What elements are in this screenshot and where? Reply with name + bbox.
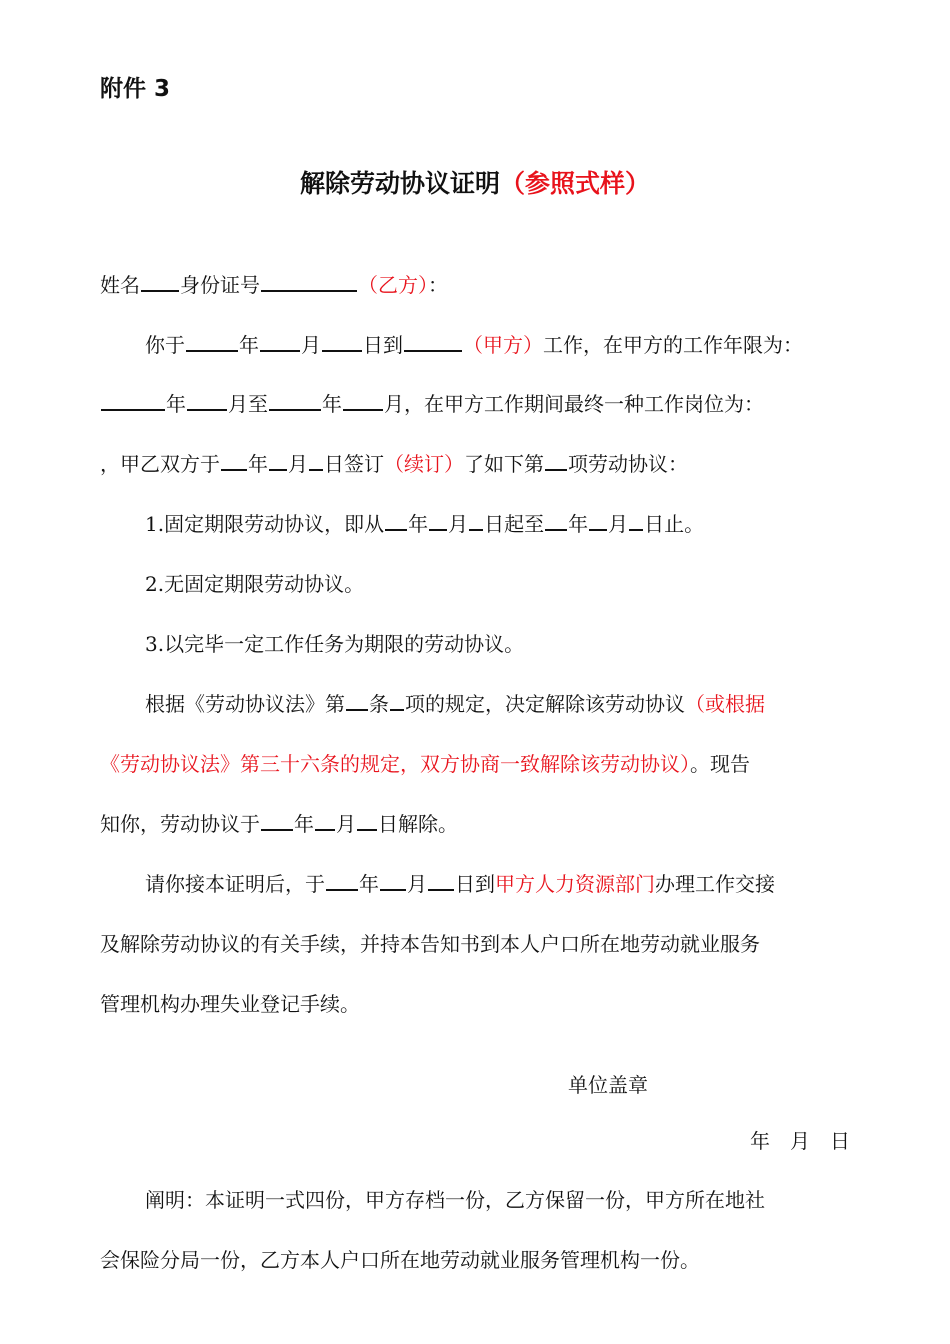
text: 办理工作交接 (655, 872, 775, 896)
text: 年 (322, 392, 342, 416)
para1-line1 (145, 330, 803, 360)
text: 了如下第 (464, 452, 544, 476)
text: 工作，在甲方的工作年限为： (543, 333, 803, 357)
id-blank (261, 270, 357, 292)
party-a-note: （甲方） (463, 333, 543, 357)
tenure-end-month-blank (343, 389, 383, 411)
tenure-end-year-blank (269, 389, 321, 411)
text: 项的规定，决定解除该劳动协议 (405, 692, 685, 716)
text: 月至 (228, 392, 268, 416)
dissolve-day-blank (357, 809, 377, 831)
text: 年 (294, 812, 314, 836)
name-id-line (100, 270, 448, 300)
dissolve-month-blank (315, 809, 335, 831)
handover-month-blank (380, 869, 406, 891)
sign-month-blank (269, 449, 287, 471)
unit-seal: 单位盖章 (568, 1073, 648, 1097)
para3-line2: 及解除劳动协议的有关手续，并持本告知书到本人户口所在地劳动就业服务 (100, 932, 760, 956)
employer-blank (404, 330, 462, 352)
para2-line1 (145, 689, 765, 719)
note-line2: 会保险分局一份，乙方本人户口所在地劳动就业服务管理机构一份。 (100, 1248, 700, 1272)
text: 日止。 (644, 512, 705, 536)
article-blank (346, 689, 368, 711)
text: 根据《劳动协议法》第 (145, 692, 345, 716)
text: 月 (608, 512, 629, 536)
text: 你于 (145, 333, 185, 357)
text: 请你接本证明后，于 (145, 872, 325, 896)
text: 知你，劳动协议于 (100, 812, 260, 836)
colon: ： (428, 273, 448, 297)
party-b-note: （乙方） (358, 273, 428, 297)
tenure-year-blank (101, 389, 165, 411)
option-1 (145, 509, 704, 539)
start-day-blank (322, 330, 362, 352)
text: 月 (288, 452, 308, 476)
renew-note: （续订） (384, 452, 464, 476)
from-year-blank (385, 509, 407, 531)
hr-department-note: 甲方人力资源部门 (495, 872, 655, 896)
to-month-blank (589, 509, 607, 531)
start-year-blank (186, 330, 238, 352)
text: 年 (408, 512, 429, 536)
para1-line3 (100, 449, 688, 479)
name-label: 姓名 (100, 273, 140, 297)
name-blank (141, 270, 179, 292)
text: 年 (166, 392, 186, 416)
para3-line3: 管理机构办理失业登记手续。 (100, 992, 360, 1016)
text: 日解除。 (378, 812, 458, 836)
id-label: 身份证号 (180, 273, 260, 297)
document-title (0, 164, 950, 200)
from-month-blank (429, 509, 447, 531)
title-note: （参照式样） (500, 169, 651, 198)
clause-blank (390, 689, 404, 711)
attachment-label: 附件 3 (100, 76, 171, 102)
alternative-note-end: 《劳动协议法》第三十六条的规定，双方协商一致解除该劳动协议） (100, 752, 690, 776)
text: 年 (359, 872, 379, 896)
tenure-month-blank (187, 389, 227, 411)
text: 日到 (363, 333, 403, 357)
text: ，甲乙双方于 (100, 452, 220, 476)
text: 月 (301, 333, 321, 357)
text: 年 (239, 333, 259, 357)
para1-line2 (100, 389, 764, 419)
text: 年 (248, 452, 268, 476)
sign-day-blank (309, 449, 323, 471)
from-day-blank (469, 509, 483, 531)
to-year-blank (545, 509, 567, 531)
text: 条 (369, 692, 389, 716)
alternative-note-start: （或根据 (685, 692, 765, 716)
start-month-blank (260, 330, 300, 352)
option-3: 3.以完毕一定工作任务为期限的劳动协议。 (145, 632, 525, 656)
text: 日签订 (324, 452, 384, 476)
text: 日起至 (484, 512, 545, 536)
title-main: 解除劳动协议证明 (299, 169, 500, 198)
contract-item-blank (545, 449, 567, 471)
to-day-blank (629, 509, 643, 531)
sign-date: 年 月 日 (750, 1129, 850, 1153)
para2-line2 (100, 749, 750, 779)
dissolve-year-blank (261, 809, 293, 831)
text: 月 (448, 512, 469, 536)
text: 年 (568, 512, 589, 536)
para3-line1 (145, 869, 775, 899)
text: 月 (336, 812, 356, 836)
text: 项劳动协议： (568, 452, 688, 476)
text: 月 (407, 872, 427, 896)
text: 日到 (455, 872, 495, 896)
para2-line3 (100, 809, 458, 839)
option-2: 2.无固定期限劳动协议。 (145, 572, 365, 596)
text: 月，在甲方工作期间最终一种工作岗位为： (384, 392, 764, 416)
text: 1.固定期限劳动协议，即从 (145, 512, 385, 536)
handover-year-blank (326, 869, 358, 891)
text: 。现告 (690, 752, 750, 776)
handover-day-blank (428, 869, 454, 891)
note-line1: 阐明：本证明一式四份，甲方存档一份，乙方保留一份，甲方所在地社 (145, 1188, 765, 1212)
sign-year-blank (221, 449, 247, 471)
